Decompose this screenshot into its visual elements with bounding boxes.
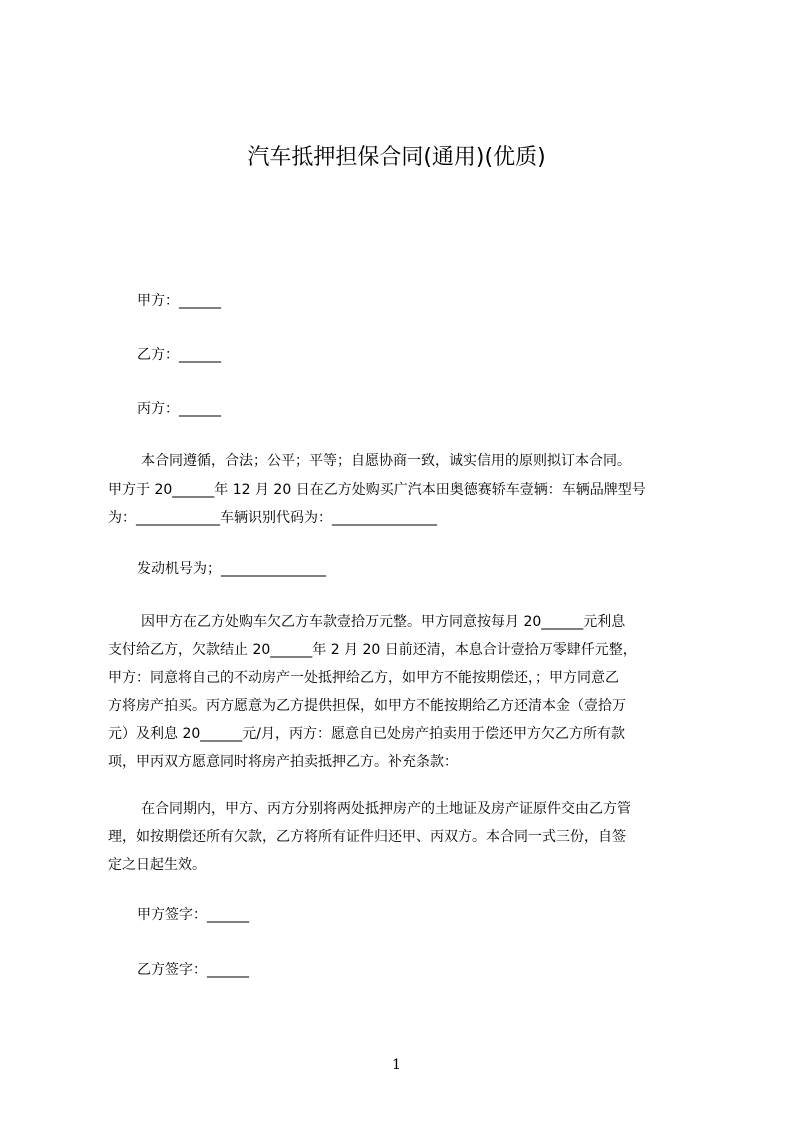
paragraph-2-line: 因甲方在乙方处购车欠乙方车款壹拾万元整。甲方同意按每月 20______元利息 — [141, 614, 626, 630]
paragraph-3-line: 理，如按期偿还所有欠款，乙方将所有证件归还甲、丙双方。本合同一式三份，自签 — [108, 829, 626, 845]
paragraph-3-line: 在合同期内，甲方、丙方分别将两处抵押房产的土地证及房产证原件交由乙方管 — [141, 801, 631, 817]
engine-number-line: 发动机号为；_______________ — [137, 561, 326, 577]
party-b-signature-line: 乙方签字：______ — [137, 962, 249, 978]
paragraph-2-line: 甲方：同意将自己的不动房产一处抵押给乙方，如甲方不能按期偿还，；甲方同意乙 — [108, 670, 619, 686]
paragraph-1-line: 本合同遵循，合法；公平；平等；自愿协商一致，诚实信用的原则拟订本合同。 — [141, 453, 631, 469]
paragraph-1-line: 甲方于 20______年 12 月 20 日在乙方处购买广汽本田奥德赛轿车壹辆：车辆品牌型号 — [108, 482, 646, 498]
party-a-line: 甲方：______ — [137, 293, 221, 309]
party-b-line: 乙方：______ — [137, 347, 221, 363]
paragraph-3-line: 定之日起生效。 — [108, 857, 206, 873]
paragraph-2-line: 支付给乙方，欠款结止 20______年 2 月 20 日前还清，本息合计壹拾万零肆仟元整， — [108, 642, 637, 658]
paragraph-2-line: 项，甲丙双方愿意同时将房产拍卖抵押乙方。补充条款： — [108, 754, 458, 770]
page-number: 1 — [392, 1057, 401, 1073]
party-a-signature-line: 甲方签字：______ — [137, 907, 249, 923]
document-title: 汽车抵押担保合同(通用)(优质) — [247, 145, 546, 170]
party-c-line: 丙方：______ — [137, 401, 221, 417]
paragraph-2-line: 元）及利息 20______元/月，丙方：愿意自已处房产拍卖用于偿还甲方欠乙方所有款 — [108, 726, 625, 742]
paragraph-1-line: 为：____________车辆识别代码为：_______________ — [108, 510, 437, 526]
paragraph-2-line: 方将房产拍买。丙方愿意为乙方提供担保，如甲方不能按期给乙方还清本金（壹拾万 — [108, 698, 626, 714]
